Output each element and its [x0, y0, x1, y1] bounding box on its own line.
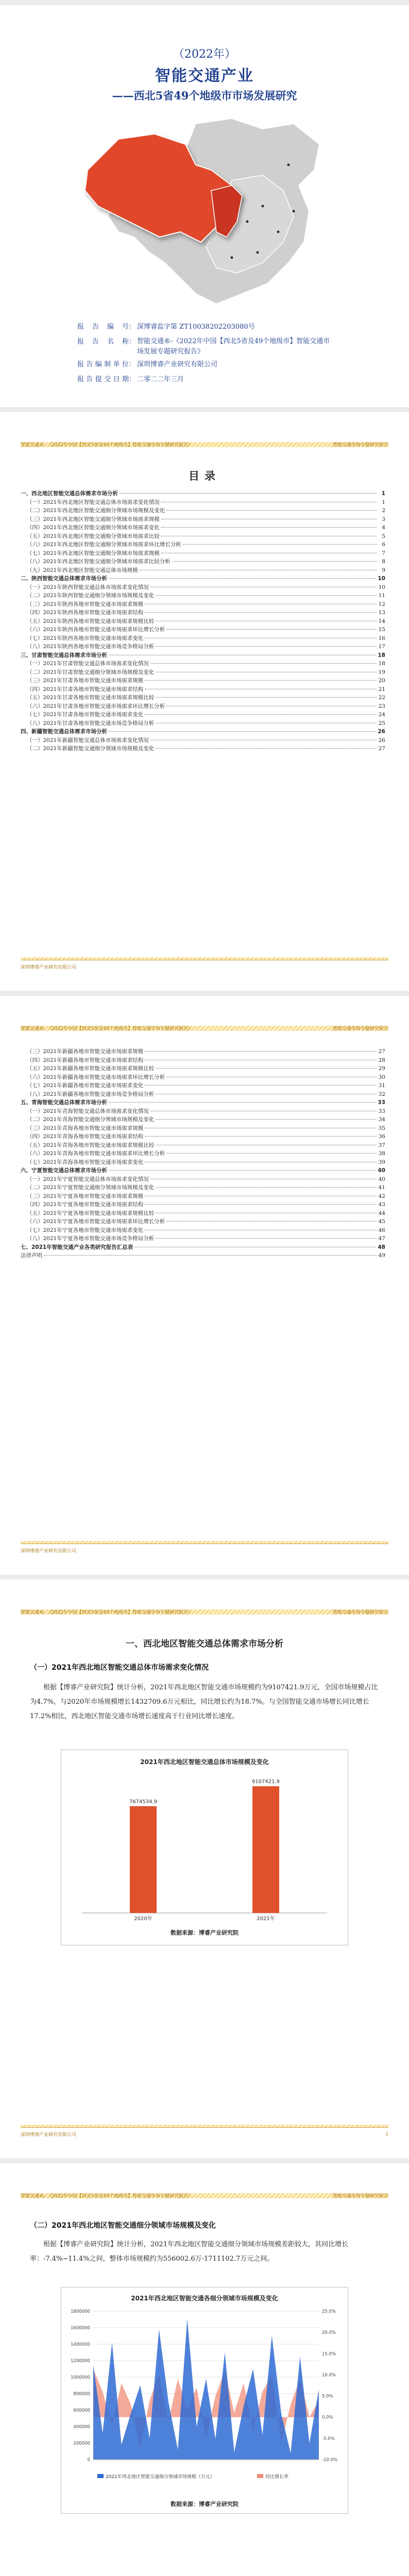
toc-entry-title: （二）2021年新疆智能交通细分领域市场规模及变化	[27, 745, 155, 752]
toc-entry-page: 27	[378, 745, 385, 752]
toc-entry-page: 35	[378, 1125, 385, 1131]
toc-entry-title: （八）2021年甘肃各地市智能交通市场竞争格局分析	[27, 720, 155, 726]
toc-entry-page: 28	[378, 1057, 385, 1063]
page-header	[21, 1608, 388, 1615]
toc-entry[interactable]	[21, 1226, 385, 1235]
toc-dot-leader	[156, 595, 377, 596]
toc-entry-page: 40	[378, 1167, 385, 1174]
paragraph: 根据【博睿产业研究院】统计分析，2021年西北地区智能交通细分领域市场规模差距较大，其同比增长率：-7.4%~11.4%之间，整体市场规模约为556002.6万-1711102.7万元之间。	[30, 2241, 349, 2263]
toc-entry[interactable]	[21, 1200, 385, 1209]
toc-dot-leader	[145, 680, 377, 681]
toc-entry[interactable]	[21, 1115, 385, 1124]
toc-entry-title: （一）2021年西北地区智能交通总体市场需求变化情况	[27, 499, 160, 505]
toc-entry[interactable]	[21, 1056, 385, 1065]
toc-entry[interactable]	[21, 1175, 385, 1184]
toc-entry-title: （七）2021年甘肃各地市智能交通市场需求变化	[27, 711, 144, 718]
toc-entry-page: 23	[378, 703, 385, 709]
toc-entry-page: 30	[378, 1074, 385, 1080]
toc-entry-title: （四）2021年甘肃各地市智能交通市场需求结构	[27, 686, 144, 692]
y-left-tick: 800000	[73, 2392, 90, 2397]
toc-entry-title: 一、西北地区智能交通总体需求市场分析	[21, 490, 118, 497]
toc-dot-leader	[166, 1153, 377, 1154]
toc-entry[interactable]	[21, 744, 385, 753]
toc-entry-page: 33	[378, 1108, 385, 1114]
toc-entry-page: 37	[378, 1142, 385, 1148]
y-right-tick: 5.0%	[322, 2394, 333, 2399]
content-page-2	[0, 2163, 409, 2576]
toc-dot-leader	[156, 1119, 377, 1120]
toc-entry-page: 41	[378, 1184, 385, 1191]
toc-title: 目录	[189, 469, 220, 482]
toc-entry-page: 26	[378, 728, 385, 735]
toc-entry-title: （七）2021年陕西各地市智能交通市场需求变化	[27, 635, 144, 641]
toc-entry[interactable]	[21, 591, 385, 600]
toc-entry-title: （八）2021年陕西各地市智能交通市场竞争格局分析	[27, 643, 155, 650]
toc-entry[interactable]	[21, 617, 385, 626]
footer-left: 深圳博睿产业研究有限公司	[21, 965, 77, 970]
toc-entry-page: 46	[378, 1227, 385, 1233]
toc-entry-page: 32	[378, 1091, 385, 1097]
toc-entry[interactable]	[21, 1209, 385, 1218]
toc-dot-leader	[156, 1187, 377, 1188]
toc-entry-page: 26	[378, 737, 385, 743]
toc-entry[interactable]	[21, 702, 385, 711]
toc-entry[interactable]	[21, 532, 385, 541]
toc-entry[interactable]	[21, 583, 385, 592]
bar-chart	[61, 1769, 348, 1923]
toc-entry-page: 47	[378, 1235, 385, 1242]
chart-total-market	[61, 1750, 348, 1945]
toc-entry-page: 31	[378, 1082, 385, 1089]
toc-entry[interactable]	[21, 515, 385, 524]
page-header	[21, 1025, 388, 1031]
toc-dot-leader	[166, 1221, 377, 1222]
cover-year: （2022年）	[173, 48, 236, 61]
toc-entry-title: （五）2021年新疆各地市智能交通市场需求规模比较	[27, 1065, 155, 1072]
toc-dot-leader	[156, 748, 377, 749]
toc-entry-page: 27	[378, 1048, 385, 1055]
y-left-tick: 600000	[73, 2408, 90, 2413]
toc-entry-title: （八）2021年宁夏各地市智能交通市场竞争格局分析	[27, 1235, 155, 1242]
toc-dot-leader	[145, 612, 377, 613]
header-right: 智能交通市场专题研究报告	[332, 1026, 388, 1031]
toc-entry-title: （九）2021年西北地区智能交通总体市场规模	[27, 567, 138, 573]
toc-entry[interactable]	[21, 1183, 385, 1192]
toc-entry-title: （四）2021年西北地区智能交通细分领域市场需求变化	[27, 524, 160, 531]
toc-entry[interactable]	[21, 549, 385, 558]
toc-entry-title: （二）2021年宁夏智能交通细分领域市场规模及变化	[27, 1184, 155, 1191]
chart-title: 2021年西北地区智能交通总体市场规模及变化	[140, 1758, 269, 1766]
toc-entry-page: 13	[378, 609, 385, 616]
toc-entry-page: 10	[378, 575, 385, 582]
toc-dot-leader	[109, 578, 376, 579]
toc-entry-title: 三、甘肃智能交通总体需求市场分析	[21, 652, 107, 658]
toc-entry[interactable]	[21, 693, 385, 702]
y-right-tick: -5.0%	[322, 2436, 335, 2442]
subsection-heading: （一）2021年西北地区智能交通总体市场需求变化情况	[30, 1664, 209, 1672]
toc-entry-title: （五）2021年西北地区智能交通细分领域市场需求比较	[27, 533, 160, 539]
meta-value: 二零二二年三月	[137, 376, 184, 383]
toc-dot-leader	[183, 544, 377, 545]
toc-entry-page: 14	[378, 618, 385, 624]
y-left-tick: 0	[87, 2458, 90, 2463]
toc-entry[interactable]	[21, 1090, 385, 1099]
toc-entry[interactable]	[21, 523, 385, 532]
toc-entry-title: （二）2021年甘肃智能交通细分领域市场规模及变化	[27, 669, 155, 675]
toc-dot-leader	[145, 1204, 377, 1205]
toc-entry[interactable]	[21, 489, 385, 498]
toc-entry-title: （八）2021年西北地区智能交通细分领域市场需求比较分析	[27, 558, 171, 565]
toc-entry[interactable]	[21, 1141, 385, 1150]
toc-entry-title: 法律声明	[21, 1252, 42, 1259]
toc-dot-leader	[166, 510, 377, 511]
toc-entry[interactable]	[21, 506, 385, 515]
header-left: 智能交通®- 《2022年中国【西北5省及49个地级市】智能交通市场专题研究报告》	[21, 443, 193, 448]
toc-entry-page: 16	[378, 635, 385, 641]
toc-entry-title: （五）2021年青海各地市智能交通市场需求规模比较	[27, 1142, 155, 1148]
toc-entry-page: 15	[378, 626, 385, 633]
meta-key: 报告编号	[77, 323, 129, 331]
toc-dot-leader	[166, 629, 377, 630]
toc-entry[interactable]	[21, 1107, 385, 1116]
toc-entry-title: （二）2021年青海智能交通细分领域市场规模及变化	[27, 1116, 155, 1123]
toc-entry-page: 36	[378, 1133, 385, 1140]
toc-entry-page: 20	[378, 677, 385, 684]
toc-entry-page: 18	[378, 652, 385, 658]
category-label: 2021年	[257, 1916, 275, 1922]
section-heading: 一、西北地区智能交通总体需求市场分析	[126, 1639, 283, 1649]
area-chart	[61, 2305, 348, 2490]
toc-entry-page: 21	[378, 686, 385, 692]
toc-entry-title: （一）2021年甘肃智能交通总体市场需求变化情况	[27, 660, 149, 667]
toc-entry-page: 29	[378, 1065, 385, 1072]
toc-entry[interactable]	[21, 1081, 385, 1090]
toc-entry-page: 25	[378, 720, 385, 726]
toc-dot-leader	[150, 663, 377, 664]
toc-dot-leader	[44, 1255, 377, 1256]
toc-entry[interactable]	[21, 540, 385, 549]
toc-entry[interactable]	[21, 1073, 385, 1082]
toc-entry-page: 5	[382, 533, 385, 539]
toc-entry-page: 6	[382, 541, 385, 548]
page-header	[21, 441, 388, 448]
cover-subtitle: ——西北5省49个地级市市场发展研究	[112, 89, 297, 102]
legend-swatch-growth	[257, 2474, 263, 2478]
toc-page-1	[0, 412, 409, 991]
toc-entry-page: 39	[378, 1159, 385, 1165]
toc-entry-title: （五）2021年宁夏各地市智能交通市场需求规模比较	[27, 1210, 155, 1216]
toc-dot-leader	[120, 493, 377, 494]
toc-entry-title: 七、2021年智能交通产业各类研究报告汇总表	[21, 1244, 133, 1250]
meta-value: 智能交通®-《2022年中国【西北5省及49个地级市】智能交通市场发展专题研究报告》	[137, 337, 330, 355]
toc-dot-leader	[172, 561, 377, 562]
toc-entry-page: 17	[378, 643, 385, 650]
legend-swatch-market	[97, 2474, 104, 2478]
y-right-tick: 0.0%	[322, 2415, 333, 2420]
toc-entry[interactable]	[21, 1243, 385, 1252]
toc-entry[interactable]	[21, 1149, 385, 1158]
toc-entry-title: （七）2021年青海各地市智能交通市场需求变化	[27, 1159, 144, 1165]
toc-entry[interactable]	[21, 1047, 385, 1056]
toc-entry-title: （五）2021年陕西各地市智能交通市场需求规模比较	[27, 618, 155, 624]
chart-segment-market	[61, 2287, 348, 2514]
toc-entry-title: 五、青海智能交通总体需求市场分析	[21, 1099, 107, 1106]
toc-entry-page: 24	[378, 711, 385, 718]
toc-entry-title: （三）2021年新疆各地市智能交通市场需求规模	[27, 1048, 144, 1055]
toc-entry[interactable]	[21, 498, 385, 507]
y-right-tick: 15.0%	[322, 2351, 336, 2357]
page-number: 1	[385, 2132, 388, 2138]
toc-entry[interactable]	[21, 1251, 385, 1260]
toc-entry-title: （八）2021年新疆各地市智能交通市场竞争格局分析	[27, 1091, 155, 1097]
page-footer	[21, 1544, 388, 1554]
toc-dot-leader	[156, 697, 377, 698]
meta-key: 报告提交日期	[77, 376, 129, 383]
toc-entry-page: 22	[378, 694, 385, 701]
toc-entry-page: 2	[382, 507, 385, 514]
page-header	[21, 2192, 388, 2199]
toc-entry-title: （二）2021年陕西智能交通细分领域市场规模及变化	[27, 592, 155, 599]
toc-entry[interactable]	[21, 608, 385, 617]
toc-entry[interactable]	[21, 676, 385, 685]
series-market-area	[93, 2318, 319, 2460]
toc-entry-title: （七）2021年西北地区智能交通细分领域市场需求规模	[27, 550, 160, 556]
toc-entry-title: （二）2021年西北地区智能交通细分领域市场规模及变化	[27, 507, 165, 514]
toc-entry[interactable]	[21, 710, 385, 719]
toc-entry[interactable]	[21, 1217, 385, 1226]
toc-entry[interactable]	[21, 1098, 385, 1107]
toc-entry-title: （一）2021年青海智能交通总体市场需求变化情况	[27, 1108, 149, 1114]
toc-dot-leader	[145, 714, 377, 715]
header-left: 智能交通®- 《2022年中国【西北5省及49个地级市】智能交通市场专题研究报告》	[21, 1026, 193, 1031]
toc-entry[interactable]	[21, 1158, 385, 1167]
toc-entry-title: （三）2021年宁夏各地市智能交通市场需求规模	[27, 1193, 144, 1199]
toc-entry[interactable]	[21, 659, 385, 668]
toc-entry-page: 10	[378, 584, 385, 590]
toc-entry[interactable]	[21, 1192, 385, 1201]
y-right-tick: 20.0%	[322, 2330, 336, 2336]
toc-entry[interactable]	[21, 574, 385, 583]
y-left-tick: 400000	[73, 2425, 90, 2430]
toc-dot-leader	[156, 646, 377, 647]
toc-entry[interactable]	[21, 557, 385, 566]
toc-entry-page: 9	[382, 567, 385, 573]
bar-1	[252, 1786, 279, 1913]
toc-entry-title: （三）2021年西北地区智能交通细分领域市场需求规模	[27, 516, 160, 522]
toc-entry-page: 4	[382, 524, 385, 531]
toc-entry-title: （一）2021年陕西智能交通总体市场需求变化情况	[27, 584, 149, 590]
toc-entry[interactable]	[21, 600, 385, 609]
subsection-heading: （二）2021年西北地区智能交通细分领域市场规模及变化	[30, 2222, 216, 2230]
toc-entry-title: （七）2021年宁夏各地市智能交通市场需求变化	[27, 1227, 144, 1233]
toc-dot-leader	[109, 1170, 376, 1171]
toc-entry-title: 四、新疆智能交通总体需求市场分析	[21, 728, 107, 735]
toc-dot-leader	[109, 1102, 376, 1103]
cover-title: 智能交通产业	[155, 67, 254, 85]
toc-entry-title: （六）2021年青海各地市智能交通市场需求环比增长分析	[27, 1150, 165, 1157]
y-right-tick: 10.0%	[322, 2372, 336, 2378]
toc-entry-page: 3	[382, 516, 385, 522]
legend-label-growth: 同比增长率	[265, 2475, 289, 2480]
paragraph: 根据【博睿产业研究院】统计分析，2021年西北地区智能交通市场规模约为9107421.9万元，全国市场规模占比为4.7%，与2020年市场规模增长1432709.6万元相比，同比增长约为18.7%。与全国智能交通市场增长同比增长17.2%相比，西北地区智能交通市场增长速度高于行业同比增长速度。	[30, 1684, 378, 1720]
toc-entry[interactable]	[21, 1064, 385, 1073]
toc-entry-page: 1	[381, 490, 385, 497]
toc-entry-page: 19	[378, 669, 385, 675]
toc-entry-page: 1	[382, 499, 385, 505]
toc-entry-title: （三）2021年陕西各地市智能交通市场需求规模	[27, 601, 144, 607]
toc-entry-page: 44	[378, 1210, 385, 1216]
chart-source: 数据来源：博睿产业研究院	[171, 2501, 238, 2507]
toc-entry-page: 12	[378, 601, 385, 607]
footer-left: 深圳博睿产业研究有限公司	[21, 2132, 77, 2138]
chart-title: 2021年西北地区智能交通各细分领域市场规模及变化	[131, 2295, 278, 2302]
toc-list	[21, 489, 385, 753]
cover-page	[0, 5, 409, 407]
toc-entry[interactable]	[21, 685, 385, 694]
toc-entry-title: （七）2021年新疆各地市智能交通市场需求变化	[27, 1082, 144, 1089]
toc-entry-page: 8	[382, 558, 385, 565]
toc-entry-title: （四）2021年青海各地市智能交通市场需求结构	[27, 1133, 144, 1140]
toc-entry-page: 7	[382, 550, 385, 556]
toc-entry-title: （五）2021年甘肃各地市智能交通市场需求规模比较	[27, 694, 155, 701]
meta-key: 报告名称	[77, 338, 129, 346]
header-left: 智能交通®- 《2022年中国【西北5省及49个地级市】智能交通市场专题研究报告》	[21, 1610, 193, 1615]
toc-entry-title: （一）2021年宁夏智能交通总体市场需求变化情况	[27, 1176, 149, 1182]
meta-value: 深圳博睿产业研究有限公司	[137, 361, 218, 368]
toc-entry-title: （三）2021年青海各地市智能交通市场需求规模	[27, 1125, 144, 1131]
toc-entry-title: 二、陕西智能交通总体需求市场分析	[21, 575, 107, 582]
meta-key: 报告编制单位	[77, 361, 129, 368]
toc-entry[interactable]	[21, 668, 385, 677]
toc-dot-leader	[156, 1068, 377, 1069]
toc-entry-page: 48	[378, 1244, 385, 1250]
toc-entry[interactable]	[21, 642, 385, 651]
toc-entry-page: 38	[378, 1150, 385, 1157]
toc-entry[interactable]	[21, 625, 385, 634]
toc-entry-title: （六）2021年甘肃各地市智能交通市场需求环比增长分析	[27, 703, 165, 709]
header-left: 智能交通®- 《2022年中国【西北5省及49个地级市】智能交通市场专题研究报告》	[21, 2194, 193, 2199]
toc-entry-title: （六）2021年西北地区智能交通细分领域市场需求环比增长分析	[27, 541, 181, 548]
bar-0	[130, 1806, 157, 1913]
toc-entry[interactable]	[21, 651, 385, 660]
toc-entry-page: 45	[378, 1218, 385, 1225]
y-left-tick: 1600000	[71, 2326, 90, 2331]
toc-entry-title: （四）2021年陕西各地市智能交通市场需求结构	[27, 609, 144, 616]
toc-entry-title: （四）2021年宁夏各地市智能交通市场需求结构	[27, 1201, 144, 1208]
y-left-tick: 1800000	[71, 2309, 90, 2314]
toc-entry-page: 42	[378, 1193, 385, 1199]
meta-value: 深博睿监字第 ZT10038202203080号	[137, 323, 255, 331]
toc-entry[interactable]	[21, 736, 385, 745]
toc-page-2	[0, 996, 409, 1574]
legend-label-market: 2021年西北地区智能交通细分领域市场规模（万元）	[106, 2475, 215, 2480]
header-right: 智能交通市场专题研究报告	[332, 2194, 388, 2199]
toc-entry[interactable]	[21, 1124, 385, 1133]
toc-entry-title: 六、宁夏智能交通总体需求市场分析	[21, 1167, 107, 1174]
toc-entry[interactable]	[21, 634, 385, 643]
header-right: 智能交通市场专题研究报告	[332, 1610, 388, 1615]
toc-dot-leader	[161, 527, 377, 528]
toc-dot-leader	[145, 1136, 377, 1137]
toc-entry-title: （六）2021年陕西各地市智能交通市场需求环比增长分析	[27, 626, 165, 633]
toc-entry[interactable]	[21, 1166, 385, 1175]
toc-dot-leader	[145, 1051, 377, 1052]
toc-entry[interactable]	[21, 566, 385, 575]
toc-entry-title: （六）2021年新疆各地市智能交通市场需求环比增长分析	[27, 1074, 165, 1080]
toc-entry[interactable]	[21, 719, 385, 728]
data-label: 9107421.9	[251, 1779, 280, 1785]
category-label: 2020年	[134, 1916, 152, 1922]
toc-entry-title: （一）2021年新疆智能交通总体市场需求变化情况	[27, 737, 149, 743]
content-page-1	[0, 1580, 409, 2158]
data-label: 7674534.9	[129, 1799, 158, 1805]
y-left-tick: 200000	[73, 2441, 90, 2446]
toc-entry-page: 11	[378, 592, 385, 599]
toc-entry-page: 18	[378, 660, 385, 667]
toc-entry-title: （三）2021年甘肃各地市智能交通市场需求规模	[27, 677, 144, 684]
toc-entry-page: 40	[378, 1176, 385, 1182]
china-map-illustration	[77, 108, 335, 314]
y-left-tick: 1400000	[71, 2342, 90, 2347]
toc-entry-title: （六）2021年宁夏各地市智能交通市场需求环比增长分析	[27, 1218, 165, 1225]
toc-dot-leader	[109, 731, 376, 732]
toc-list	[21, 1047, 385, 1260]
y-left-tick: 1000000	[71, 2375, 90, 2380]
y-right-tick: 25.0%	[322, 2309, 336, 2314]
toc-entry-title: （四）2021年新疆各地市智能交通市场需求结构	[27, 1057, 144, 1063]
page-footer	[21, 960, 388, 970]
toc-entry[interactable]	[21, 1234, 385, 1243]
toc-entry-page: 49	[378, 1252, 385, 1259]
page-footer	[21, 2127, 388, 2138]
toc-dot-leader	[145, 1085, 377, 1086]
toc-entry-page: 33	[378, 1099, 385, 1106]
chart-source: 数据来源：博睿产业研究院	[171, 1929, 238, 1936]
cover-meta: 报告编号 ： 深博睿监字第 ZT10038202203080号 报告名称 ： 智能交通®-《2022年中国【西北5省及49个地级市】智能交通市场发展专题研究报告》 报告编制单位 ： 深圳博睿产业研究有限公司 报告提交日期 ： 二零二二年三月	[77, 319, 335, 387]
toc-entry-page: 43	[378, 1201, 385, 1208]
footer-left: 深圳博睿产业研究有限公司	[21, 1549, 77, 1554]
toc-entry-page: 34	[378, 1116, 385, 1123]
y-left-tick: 1200000	[71, 2359, 90, 2364]
toc-dot-leader	[156, 1238, 377, 1239]
header-right: 智能交通市场专题研究报告	[332, 443, 388, 448]
y-right-tick: -10.0%	[322, 2458, 338, 2463]
toc-entry[interactable]	[21, 727, 385, 736]
toc-entry[interactable]	[21, 1132, 385, 1141]
